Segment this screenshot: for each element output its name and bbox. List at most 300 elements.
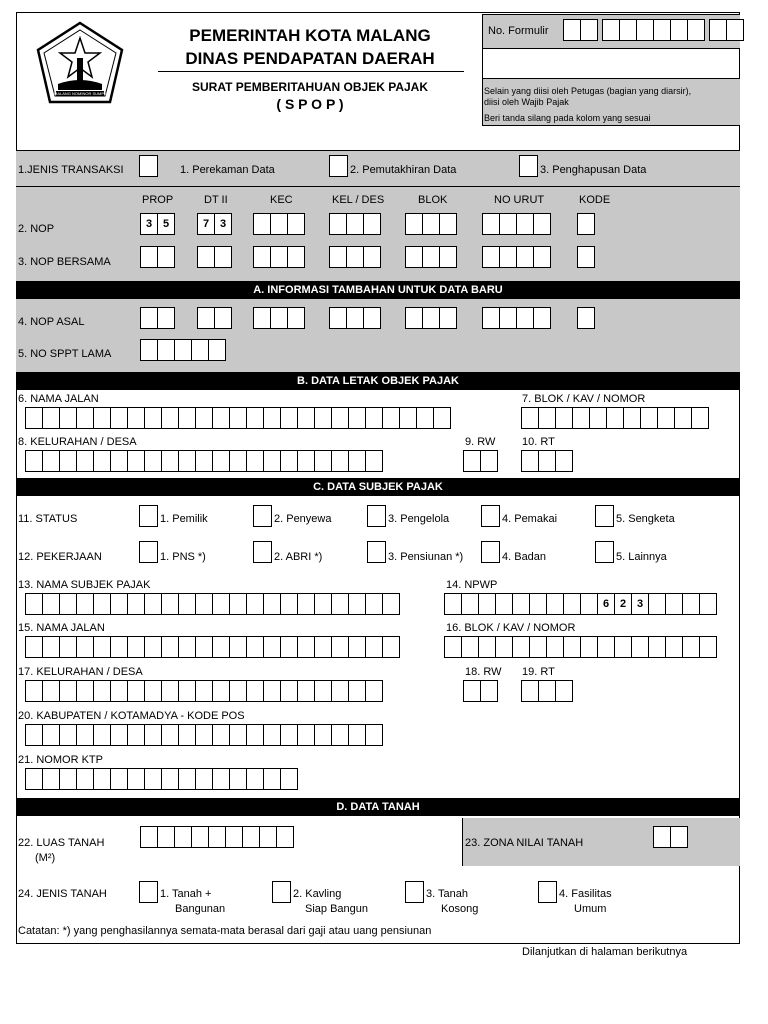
char-box[interactable]: 2 xyxy=(614,593,632,615)
kabupaten-boxes[interactable] xyxy=(25,724,383,746)
nop-col-kel: KEL / DES xyxy=(332,194,385,206)
char-box[interactable] xyxy=(212,636,230,658)
char-box[interactable] xyxy=(416,407,434,429)
char-box[interactable] xyxy=(59,636,77,658)
zona-nilai-boxes[interactable] xyxy=(653,826,688,848)
ktp-label: 21. NOMOR KTP xyxy=(18,754,103,766)
char-box[interactable] xyxy=(110,636,128,658)
char-box[interactable] xyxy=(365,407,383,429)
transaksi-opt-3: 3. Penghapusan Data xyxy=(540,164,647,176)
char-box[interactable] xyxy=(512,593,530,615)
sppt-lama-boxes[interactable] xyxy=(140,339,226,361)
b-nama-jalan-boxes[interactable] xyxy=(25,407,451,429)
char-box[interactable] xyxy=(606,407,624,429)
char-box[interactable] xyxy=(93,680,111,702)
jenis-opt-2-a: 2. Kavling xyxy=(293,888,342,900)
char-box[interactable] xyxy=(331,680,349,702)
char-box[interactable] xyxy=(208,826,226,848)
char-box[interactable] xyxy=(93,636,111,658)
nop-asal-kode-boxes[interactable] xyxy=(577,307,595,329)
pekerjaan-opt-2: 2. ABRI *) xyxy=(274,551,323,563)
char-box[interactable] xyxy=(161,768,179,790)
char-box[interactable] xyxy=(444,636,462,658)
b-blok-boxes[interactable] xyxy=(521,407,709,429)
char-box[interactable] xyxy=(110,407,128,429)
char-box[interactable] xyxy=(127,593,145,615)
char-box[interactable] xyxy=(699,636,717,658)
char-box[interactable] xyxy=(25,407,43,429)
zona-nilai-label: 23. ZONA NILAI TANAH xyxy=(465,837,584,849)
char-box[interactable] xyxy=(59,593,77,615)
char-box[interactable] xyxy=(195,407,213,429)
jenis-checkbox-4[interactable] xyxy=(538,881,557,903)
b-nama-jalan-label: 6. NAMA JALAN xyxy=(18,393,99,405)
char-box[interactable] xyxy=(212,724,230,746)
char-box[interactable] xyxy=(212,450,230,472)
char-box[interactable] xyxy=(76,724,94,746)
header-title-1: PEMERINTAH KOTA MALANG xyxy=(189,26,431,45)
char-box[interactable] xyxy=(246,450,264,472)
char-box[interactable] xyxy=(280,680,298,702)
no-formulir-label: No. Formulir xyxy=(488,25,549,37)
status-label: 11. STATUS xyxy=(18,513,78,525)
char-box[interactable] xyxy=(195,450,213,472)
jenis-checkbox-2[interactable] xyxy=(272,881,291,903)
char-box[interactable] xyxy=(314,593,332,615)
char-box[interactable] xyxy=(263,450,281,472)
nop-bersama-kode-boxes[interactable] xyxy=(577,246,595,268)
char-box[interactable] xyxy=(229,450,247,472)
c-rw-boxes[interactable] xyxy=(463,680,498,702)
char-box[interactable] xyxy=(657,407,675,429)
char-box[interactable] xyxy=(161,724,179,746)
char-box[interactable] xyxy=(348,724,366,746)
char-box[interactable] xyxy=(59,768,77,790)
char-box[interactable] xyxy=(280,724,298,746)
char-box[interactable] xyxy=(682,636,700,658)
char-box[interactable] xyxy=(25,450,43,472)
status-checkbox-4[interactable] xyxy=(481,505,500,527)
char-box[interactable] xyxy=(93,593,111,615)
char-box[interactable] xyxy=(580,593,598,615)
transaksi-checkbox-3[interactable] xyxy=(519,155,538,177)
char-box[interactable] xyxy=(161,450,179,472)
char-box[interactable] xyxy=(25,680,43,702)
b-kelurahan-boxes[interactable] xyxy=(25,450,383,472)
continued-note: Dilanjutkan di halaman berikutnya xyxy=(522,946,688,958)
char-box[interactable] xyxy=(42,680,60,702)
nop-bersama-blok-boxes[interactable] xyxy=(405,246,457,268)
pekerjaan-opt-3: 3. Pensiunan *) xyxy=(388,551,464,563)
kabupaten-label: 20. KABUPATEN / KOTAMADYA - KODE POS xyxy=(18,710,245,722)
pekerjaan-checkbox-2[interactable] xyxy=(253,541,272,563)
char-box[interactable] xyxy=(93,407,111,429)
char-box[interactable] xyxy=(521,407,539,429)
jenis-checkbox-3[interactable] xyxy=(405,881,424,903)
char-box[interactable] xyxy=(242,826,260,848)
luas-tanah-boxes[interactable] xyxy=(140,826,294,848)
char-box[interactable] xyxy=(127,407,145,429)
char-box[interactable] xyxy=(280,407,298,429)
b-blok-label: 7. BLOK / KAV / NOMOR xyxy=(522,393,646,405)
char-box[interactable] xyxy=(665,593,683,615)
char-box[interactable] xyxy=(314,450,332,472)
char-box[interactable] xyxy=(144,450,162,472)
char-box[interactable] xyxy=(178,593,196,615)
char-box[interactable] xyxy=(365,636,383,658)
char-box[interactable]: 6 xyxy=(597,593,615,615)
char-box[interactable] xyxy=(127,636,145,658)
char-box[interactable] xyxy=(229,407,247,429)
ktp-boxes[interactable] xyxy=(25,768,298,790)
jenis-opt-3-b: Kosong xyxy=(441,903,479,915)
char-box[interactable] xyxy=(161,680,179,702)
char-box[interactable] xyxy=(572,407,590,429)
char-box[interactable] xyxy=(259,826,277,848)
npwp-boxes[interactable] xyxy=(444,593,717,615)
char-box[interactable] xyxy=(195,636,213,658)
char-box[interactable] xyxy=(665,636,683,658)
c-blok-boxes[interactable] xyxy=(444,636,717,658)
status-checkbox-2[interactable] xyxy=(253,505,272,527)
char-box[interactable] xyxy=(157,826,175,848)
char-box[interactable] xyxy=(297,636,315,658)
char-box[interactable] xyxy=(348,636,366,658)
char-box[interactable] xyxy=(263,407,281,429)
transaksi-divider xyxy=(16,186,740,187)
char-box[interactable] xyxy=(263,724,281,746)
char-box[interactable] xyxy=(348,680,366,702)
char-box[interactable] xyxy=(76,450,94,472)
char-box[interactable] xyxy=(365,724,383,746)
transaksi-checkbox-2[interactable] xyxy=(329,155,348,177)
char-box[interactable] xyxy=(229,724,247,746)
nop-asal-prop-boxes[interactable] xyxy=(140,307,175,329)
char-box[interactable] xyxy=(297,407,315,429)
char-box[interactable] xyxy=(42,724,60,746)
pekerjaan-opt-5: 5. Lainnya xyxy=(616,551,667,563)
section-d-title: D. DATA TANAH xyxy=(16,798,740,816)
char-box[interactable] xyxy=(161,593,179,615)
pekerjaan-label: 12. PEKERJAAN xyxy=(18,551,102,563)
char-box[interactable] xyxy=(191,826,209,848)
char-box[interactable] xyxy=(640,407,658,429)
char-box[interactable] xyxy=(348,593,366,615)
char-box[interactable] xyxy=(229,636,247,658)
jenis-checkbox-1[interactable] xyxy=(139,881,158,903)
transaksi-checkbox-1[interactable] xyxy=(139,155,158,177)
char-box[interactable] xyxy=(691,407,709,429)
char-box[interactable] xyxy=(76,680,94,702)
nop-urut-boxes[interactable] xyxy=(482,213,551,235)
char-box[interactable] xyxy=(212,768,230,790)
b-rt-label: 10. RT xyxy=(522,436,555,448)
char-box[interactable] xyxy=(589,407,607,429)
header-divider xyxy=(158,71,464,72)
char-box[interactable] xyxy=(597,636,615,658)
nop-asal-blok-boxes[interactable] xyxy=(405,307,457,329)
char-box[interactable] xyxy=(538,407,556,429)
char-box[interactable] xyxy=(674,407,692,429)
char-box[interactable] xyxy=(478,593,496,615)
note-2: diisi oleh Wajib Pajak xyxy=(484,97,569,107)
char-box[interactable] xyxy=(25,724,43,746)
char-box[interactable] xyxy=(297,450,315,472)
char-box[interactable] xyxy=(280,636,298,658)
char-box[interactable] xyxy=(161,407,179,429)
char-box[interactable] xyxy=(263,768,281,790)
char-box[interactable] xyxy=(461,593,479,615)
char-box[interactable] xyxy=(110,680,128,702)
pekerjaan-checkbox-1[interactable] xyxy=(139,541,158,563)
header-bottom-line xyxy=(16,150,740,151)
char-box[interactable] xyxy=(42,450,60,472)
char-box[interactable] xyxy=(225,826,243,848)
char-box[interactable] xyxy=(42,407,60,429)
char-box[interactable] xyxy=(178,636,196,658)
c-kelurahan-label: 17. KELURAHAN / DESA xyxy=(18,666,143,678)
char-box[interactable] xyxy=(348,450,366,472)
status-checkbox-5[interactable] xyxy=(595,505,614,527)
char-box[interactable] xyxy=(648,593,666,615)
char-box[interactable] xyxy=(331,636,349,658)
char-box[interactable] xyxy=(614,636,632,658)
char-box[interactable] xyxy=(263,680,281,702)
char-box[interactable] xyxy=(433,407,451,429)
char-box[interactable] xyxy=(314,407,332,429)
jenis-tanah-label: 24. JENIS TANAH xyxy=(18,888,107,900)
char-box[interactable] xyxy=(59,680,77,702)
char-box[interactable] xyxy=(195,768,213,790)
nop-asal-kel-boxes[interactable] xyxy=(329,307,381,329)
luas-tanah-unit: (M²) xyxy=(35,852,56,864)
char-box[interactable] xyxy=(59,407,77,429)
char-box[interactable] xyxy=(229,680,247,702)
char-box[interactable] xyxy=(382,593,400,615)
char-box[interactable] xyxy=(178,724,196,746)
nop-bersama-dt-boxes[interactable] xyxy=(197,246,232,268)
char-box[interactable] xyxy=(25,636,43,658)
header-subtitle-1: SURAT PEMBERITAHUAN OBJEK PAJAK xyxy=(191,80,428,94)
char-box[interactable] xyxy=(648,636,666,658)
char-box[interactable] xyxy=(246,768,264,790)
nop-kode-boxes[interactable] xyxy=(577,213,595,235)
transaksi-opt-2: 2. Pemutakhiran Data xyxy=(350,164,457,176)
char-box[interactable] xyxy=(623,407,641,429)
char-box[interactable] xyxy=(127,768,145,790)
char-box[interactable] xyxy=(444,593,462,615)
char-box[interactable] xyxy=(42,593,60,615)
char-box[interactable] xyxy=(365,680,383,702)
char-box[interactable] xyxy=(144,636,162,658)
c-rt-boxes[interactable] xyxy=(521,680,573,702)
char-box[interactable] xyxy=(93,450,111,472)
char-box[interactable] xyxy=(229,768,247,790)
char-box[interactable] xyxy=(144,680,162,702)
char-box[interactable] xyxy=(297,724,315,746)
char-box[interactable] xyxy=(563,636,581,658)
char-box[interactable] xyxy=(127,680,145,702)
char-box[interactable] xyxy=(212,593,230,615)
char-box[interactable] xyxy=(529,636,547,658)
char-box[interactable] xyxy=(263,593,281,615)
char-box[interactable] xyxy=(382,407,400,429)
header-subtitle-2: ( S P O P ) xyxy=(276,96,344,112)
char-box[interactable] xyxy=(246,407,264,429)
char-box[interactable] xyxy=(314,636,332,658)
char-box[interactable] xyxy=(195,593,213,615)
char-box[interactable] xyxy=(297,593,315,615)
char-box[interactable] xyxy=(365,450,383,472)
nop-dt-boxes[interactable]: 7 3 xyxy=(197,213,232,235)
nop-asal-kec-boxes[interactable] xyxy=(253,307,305,329)
nop-bersama-urut-boxes[interactable] xyxy=(482,246,551,268)
char-box[interactable] xyxy=(144,724,162,746)
b-kelurahan-label: 8. KELURAHAN / DESA xyxy=(18,436,137,448)
char-box[interactable] xyxy=(314,724,332,746)
char-box[interactable] xyxy=(25,593,43,615)
char-box[interactable] xyxy=(212,407,230,429)
char-box[interactable] xyxy=(382,636,400,658)
char-box[interactable] xyxy=(127,724,145,746)
char-box[interactable] xyxy=(195,680,213,702)
nop-prop-boxes[interactable]: 3 5 xyxy=(140,213,175,235)
char-box[interactable] xyxy=(110,724,128,746)
char-box[interactable] xyxy=(546,636,564,658)
char-box[interactable] xyxy=(276,826,294,848)
char-box[interactable] xyxy=(178,450,196,472)
b-rw-boxes[interactable] xyxy=(463,450,498,472)
char-box[interactable] xyxy=(331,593,349,615)
c-kelurahan-boxes[interactable] xyxy=(25,680,383,702)
char-box[interactable] xyxy=(110,450,128,472)
char-box[interactable] xyxy=(563,593,581,615)
char-box[interactable] xyxy=(280,450,298,472)
nama-subjek-label: 13. NAMA SUBJEK PAJAK xyxy=(18,579,151,591)
char-box[interactable] xyxy=(512,636,530,658)
char-box[interactable] xyxy=(399,407,417,429)
char-box[interactable] xyxy=(280,593,298,615)
char-box[interactable] xyxy=(280,768,298,790)
char-box[interactable] xyxy=(25,768,43,790)
nop-bersama-prop-boxes[interactable] xyxy=(140,246,175,268)
jenis-opt-1-b: Bangunan xyxy=(175,903,226,915)
char-box[interactable] xyxy=(76,636,94,658)
status-checkbox-1[interactable] xyxy=(139,505,158,527)
char-box[interactable] xyxy=(76,593,94,615)
char-box[interactable] xyxy=(246,636,264,658)
status-checkbox-3[interactable] xyxy=(367,505,386,527)
char-box[interactable] xyxy=(93,724,111,746)
char-box[interactable] xyxy=(699,593,717,615)
char-box[interactable] xyxy=(110,768,128,790)
char-box[interactable] xyxy=(546,593,564,615)
char-box[interactable] xyxy=(314,680,332,702)
nop-bersama-kec-boxes[interactable] xyxy=(253,246,305,268)
char-box[interactable] xyxy=(127,450,145,472)
char-box[interactable] xyxy=(246,593,264,615)
char-box[interactable] xyxy=(263,636,281,658)
char-box[interactable] xyxy=(178,407,196,429)
nop-asal-dt-boxes[interactable] xyxy=(197,307,232,329)
pekerjaan-checkbox-5[interactable] xyxy=(595,541,614,563)
no-formulir-boxes[interactable] xyxy=(563,19,744,41)
nama-subjek-boxes[interactable] xyxy=(25,593,400,615)
char-box[interactable] xyxy=(631,636,649,658)
c-nama-jalan-boxes[interactable] xyxy=(25,636,400,658)
char-box[interactable] xyxy=(76,768,94,790)
char-box[interactable] xyxy=(59,724,77,746)
char-box[interactable] xyxy=(529,593,547,615)
char-box[interactable] xyxy=(212,680,230,702)
nop-kel-boxes[interactable] xyxy=(329,213,381,235)
char-box[interactable] xyxy=(178,680,196,702)
sppt-lama-label: 5. NO SPPT LAMA xyxy=(18,348,112,360)
char-box[interactable] xyxy=(331,450,349,472)
note-1: Selain yang diisi oleh Petugas (bagian yang diarsir), xyxy=(484,86,692,96)
char-box[interactable] xyxy=(42,636,60,658)
nop-col-blok: BLOK xyxy=(418,194,448,206)
char-box[interactable] xyxy=(495,636,513,658)
nop-col-urut: NO URUT xyxy=(494,194,545,206)
char-box[interactable] xyxy=(495,593,513,615)
char-box[interactable] xyxy=(246,680,264,702)
nop-bersama-kel-boxes[interactable] xyxy=(329,246,381,268)
char-box[interactable] xyxy=(59,450,77,472)
notes-divider xyxy=(482,78,740,79)
char-box[interactable] xyxy=(195,724,213,746)
char-box[interactable] xyxy=(110,593,128,615)
char-box[interactable] xyxy=(348,407,366,429)
nop-label: 2. NOP xyxy=(18,223,55,235)
pekerjaan-checkbox-4[interactable] xyxy=(481,541,500,563)
nop-kec-boxes[interactable] xyxy=(253,213,305,235)
char-box[interactable] xyxy=(178,768,196,790)
nop-asal-urut-boxes[interactable] xyxy=(482,307,551,329)
char-box[interactable] xyxy=(93,768,111,790)
char-box[interactable] xyxy=(580,636,598,658)
b-rt-boxes[interactable] xyxy=(521,450,573,472)
nop-blok-boxes[interactable] xyxy=(405,213,457,235)
catatan-text: Catatan: *) yang penghasilannya semata-mata berasal dari gaji atau uang pensiunan xyxy=(18,925,432,937)
char-box[interactable] xyxy=(161,636,179,658)
pekerjaan-checkbox-3[interactable] xyxy=(367,541,386,563)
char-box[interactable] xyxy=(144,768,162,790)
pekerjaan-opt-1: 1. PNS *) xyxy=(160,551,206,563)
char-box[interactable] xyxy=(229,593,247,615)
char-box[interactable] xyxy=(297,680,315,702)
char-box[interactable] xyxy=(682,593,700,615)
b-rw-label: 9. RW xyxy=(465,436,496,448)
char-box[interactable] xyxy=(76,407,94,429)
char-box[interactable] xyxy=(331,724,349,746)
char-box[interactable] xyxy=(140,826,158,848)
char-box[interactable] xyxy=(144,407,162,429)
char-box[interactable] xyxy=(174,826,192,848)
nop-bersama-label: 3. NOP BERSAMA xyxy=(18,256,111,268)
char-box[interactable]: 3 xyxy=(631,593,649,615)
char-box[interactable] xyxy=(144,593,162,615)
luas-tanah-label: 22. LUAS TANAH xyxy=(18,837,105,849)
char-box[interactable] xyxy=(555,407,573,429)
char-box[interactable] xyxy=(42,768,60,790)
c-rt-label: 19. RT xyxy=(522,666,555,678)
char-box[interactable] xyxy=(478,636,496,658)
char-box[interactable] xyxy=(246,724,264,746)
char-box[interactable] xyxy=(365,593,383,615)
char-box[interactable] xyxy=(331,407,349,429)
char-box[interactable] xyxy=(461,636,479,658)
